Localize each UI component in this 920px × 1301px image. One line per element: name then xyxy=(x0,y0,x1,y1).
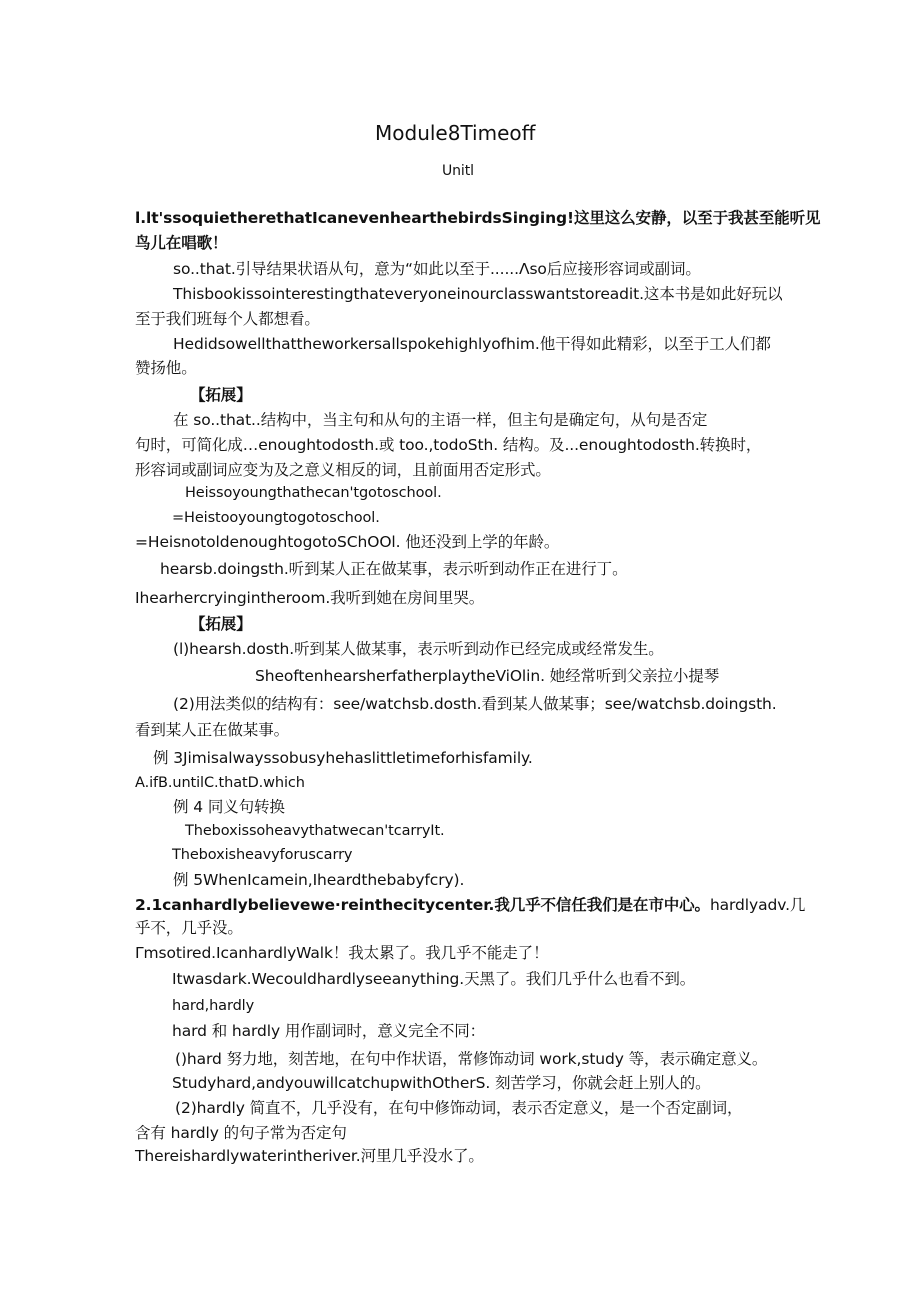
paragraph: ()hard 努力地，刻苦地，在句中作状语，常修饰动词 work,study 等，表示确定意义。 xyxy=(175,1050,768,1068)
section1-heading-cont: 鸟儿在唱歌！ xyxy=(135,234,228,252)
paragraph: (l)hearsh.dosth.听到某人做某事，表示听到动作已经完成或经常发生。 xyxy=(173,640,664,658)
example-sentence: Thereishardlywaterintheriver.河里几乎没水了。 xyxy=(135,1147,484,1165)
page-title: Module8Timeoff xyxy=(375,121,536,145)
example-sentence: Theboxisheavyforuscarry xyxy=(172,847,353,863)
section2-heading-cont: 乎不，几乎没。 xyxy=(135,919,243,937)
paragraph: 形容词或副词应变为及之意义相反的词，且前面用否定形式。 xyxy=(135,461,551,479)
paragraph: Hedidsowellthattheworkersallspokehighlyofhim.他干得如此精彩，以至于工人们都 xyxy=(173,335,771,353)
paragraph: 至于我们班每个人都想看。 xyxy=(135,310,320,328)
paragraph: hard 和 hardly 用作副词时，意义完全不同： xyxy=(172,1022,486,1040)
extension-label: 【拓展】 xyxy=(190,386,252,404)
example-sentence: =Heistooyoungtogotoschool. xyxy=(172,510,380,526)
paragraph: 句时，可简化成…enoughtodosth.或 too.,todoSth. 结构。及...enoughtodosth.转换时， xyxy=(135,436,762,454)
paragraph: hearsb.doingsth.听到某人正在做某事，表示听到动作正在进行丁。 xyxy=(160,560,628,578)
paragraph: (2)用法类似的结构有：see/watchsb.dosth.看到某人做某事；see/watchsb.doingsth. xyxy=(173,695,777,713)
paragraph: 赞扬他。 xyxy=(135,359,197,377)
paragraph: (2)hardly 简直不，几乎没有，在句中修饰动词，表示否定意义，是一个否定副词， xyxy=(175,1099,743,1117)
example-sentence: Theboxissoheavythatwecan'tcarryIt. xyxy=(185,823,445,839)
paragraph: 看到某人正在做某事。 xyxy=(135,721,290,739)
extension-label: 【拓展】 xyxy=(190,615,252,633)
paragraph: Thisbookissointerestingthateveryoneinourclasswantstoreadit.这本书是如此好玩以 xyxy=(173,285,783,303)
example-sentence: Heissoyoungthathecan'tgotoschool. xyxy=(185,485,442,501)
section1-heading: l.lt'ssoquietherethatIcanevenhearthebirdsSinging!这里这么安静，以至于我甚至能听见 xyxy=(135,209,821,227)
exercise-4: 例 4 同义句转换 xyxy=(173,798,285,816)
paragraph: 含有 hardly 的句子常为否定句 xyxy=(135,1124,347,1142)
example-sentence: Itwasdark.Wecouldhardlyseeanything.天黑了。我们几乎什么也看不到。 xyxy=(172,970,696,988)
section2-heading xyxy=(135,894,805,916)
paragraph: so..that.引导结果状语从句，意为“如此以至于......Λso后应接形容词或副词。 xyxy=(173,260,701,278)
page-subtitle: Unitl xyxy=(442,163,474,179)
exercise-3: 例 3Jimisalwayssobusyhehaslittletimeforhisfamily. xyxy=(153,749,533,767)
exercise-5: 例 5WhenIcamein,Iheardthebabyfcry). xyxy=(173,871,465,889)
example-sentence: =HeisnotoldenoughtogotoSChOOl. 他还没到上学的年龄。 xyxy=(135,533,560,551)
section2-heading-bold: 2.1canhardlybelievewe·reinthecitycenter.我几乎不信任我们是在市中心。 xyxy=(135,896,710,914)
example-sentence: Γmsotired.IcanhardlyWalk！我太累了。我几乎不能走了！ xyxy=(135,944,549,962)
example-sentence: SheoftenhearsherfatherplaytheViOlin. 她经常听到父亲拉小提琴 xyxy=(255,667,720,685)
example-sentence: Studyhard,andyouwillcatchupwithOtherS. 刻苦学习，你就会赶上别人的。 xyxy=(172,1074,711,1092)
paragraph: 在 so..that..结构中，当主句和从句的主语一样，但主句是确定句，从句是否定 xyxy=(173,411,708,429)
exercise-3-options: A.ifB.untilC.thatD.which xyxy=(135,775,305,791)
example-sentence: Ihearhercryingintheroom.我听到她在房间里哭。 xyxy=(135,589,485,607)
section2-heading-rest: hardlyadv.几 xyxy=(709,896,806,914)
paragraph: hard,hardly xyxy=(172,998,255,1014)
